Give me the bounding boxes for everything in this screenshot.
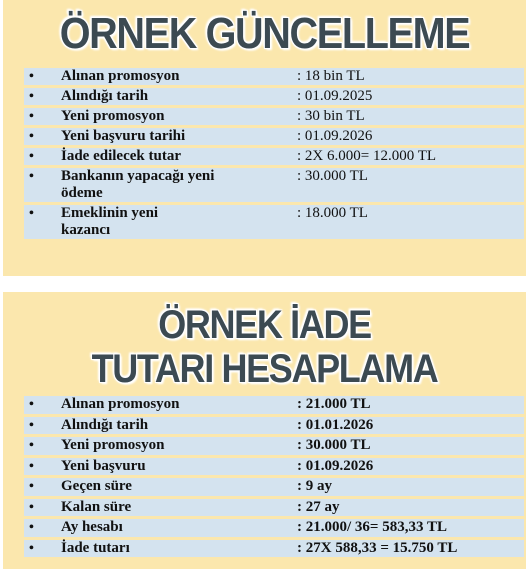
row-value: : 21.000 TL <box>297 396 371 412</box>
title-line-2: TUTARI HESAPLAMA <box>91 347 438 391</box>
list-item <box>24 417 524 435</box>
row-value: : 21.000/ 36= 583,33 TL <box>297 519 447 535</box>
list-item <box>24 88 524 105</box>
example-refund-list <box>24 396 524 560</box>
example-refund-title <box>29 292 500 391</box>
row-value: : 30 bin TL <box>297 108 365 124</box>
row-label: Alınan promosyon <box>61 68 180 84</box>
example-update-list <box>24 68 524 242</box>
bullet-icon: • <box>29 149 34 164</box>
list-item <box>24 499 524 517</box>
row-label: Yeni başvuru <box>61 457 146 474</box>
title-line-1: ÖRNEK İADE <box>158 303 371 347</box>
bullet-icon: • <box>29 169 34 184</box>
bullet-icon: • <box>29 540 34 556</box>
bullet-icon: • <box>29 438 34 453</box>
row-label: Emeklinin yeni kazancı <box>61 205 159 238</box>
example-refund-panel <box>3 292 526 569</box>
list-item <box>24 396 524 414</box>
bullet-icon: • <box>29 458 34 474</box>
row-label: Bankanın yapacağı yeni ödeme <box>61 168 215 201</box>
bullet-icon: • <box>29 499 34 515</box>
row-value: : 01.01.2026 <box>297 416 374 433</box>
list-item <box>24 128 524 145</box>
row-value: : 9 ay <box>297 478 332 494</box>
bullet-icon: • <box>29 89 34 104</box>
list-item <box>24 205 524 239</box>
row-value: : 18.000 TL <box>297 205 368 221</box>
row-value: : 01.09.2026 <box>297 128 373 144</box>
row-label: Yeni başvuru tarihi <box>61 128 186 144</box>
list-item <box>24 519 524 537</box>
row-label: Ay hesabı <box>61 519 123 535</box>
list-item <box>24 478 524 496</box>
row-value: : 27X 588,33 = 15.750 TL <box>297 539 458 556</box>
bullet-icon: • <box>29 206 34 221</box>
bullet-icon: • <box>29 417 34 433</box>
row-value: : 27 ay <box>297 498 340 515</box>
list-item <box>24 458 524 476</box>
row-value: : 18 bin TL <box>297 68 365 84</box>
bullet-icon: • <box>29 69 34 84</box>
example-update-panel <box>3 0 526 276</box>
list-item <box>24 540 524 558</box>
list-item <box>24 108 524 125</box>
row-value: : 01.09.2026 <box>297 457 374 474</box>
row-label: İade tutarı <box>61 539 130 556</box>
bullet-icon: • <box>29 109 34 124</box>
bullet-icon: • <box>29 479 34 494</box>
bullet-icon: • <box>29 520 34 535</box>
row-label: Alınan promosyon <box>61 396 180 412</box>
bullet-icon: • <box>29 397 34 412</box>
row-label: Kalan süre <box>61 498 132 515</box>
row-label: Geçen süre <box>61 478 132 494</box>
list-item <box>24 68 524 85</box>
row-label: İade edilecek tutar <box>61 148 181 164</box>
bullet-icon: • <box>29 129 34 144</box>
list-item <box>24 437 524 455</box>
list-item <box>24 148 524 165</box>
row-label: Alındığı tarih <box>61 416 149 433</box>
list-item <box>24 168 524 202</box>
row-label: Alındığı tarih <box>61 88 149 104</box>
row-value: : 2X 6.000= 12.000 TL <box>297 148 437 164</box>
row-value: : 30.000 TL <box>297 437 371 453</box>
row-value: : 30.000 TL <box>297 168 368 184</box>
row-label: Yeni promosyon <box>61 108 165 124</box>
row-label: Yeni promosyon <box>61 437 165 453</box>
row-value: : 01.09.2025 <box>297 88 373 104</box>
example-update-title: ÖRNEK GÜNCELLEME <box>59 9 470 58</box>
